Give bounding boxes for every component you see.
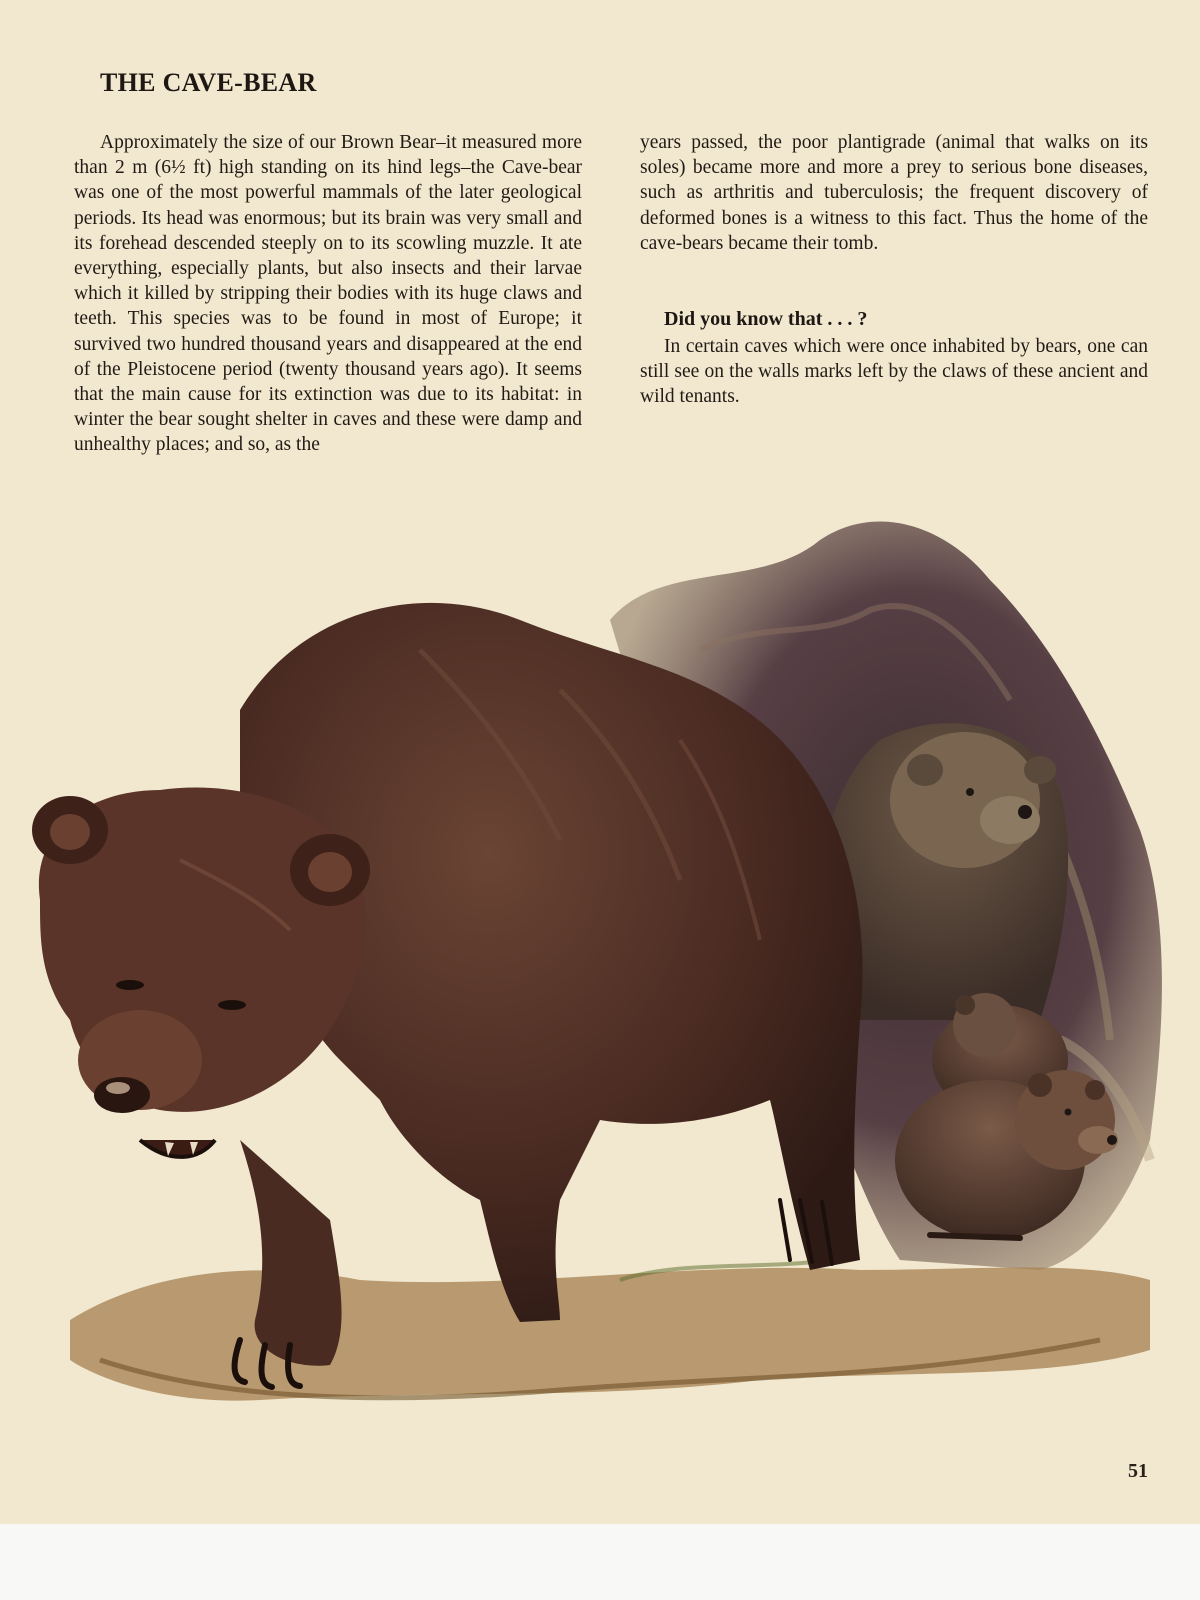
- ground: [70, 1260, 1150, 1401]
- page-title: THE CAVE-BEAR: [100, 68, 317, 97]
- body-text-left-column: Approximately the size of our Brown Bear–it measured more than 2 m (6½ ft) high standing on its hind legs–the Cave-bear was one of the most powerful mammals of the later geological periods. Its head was enormous; but its brain was very small and its forehead descended steeply on to its scowling muzzle. It ate everything, especially plants, but also insects and their larvae which it killed by stripping their bodies with its huge claws and teeth. This species was to be found in most of Europe; it survived two hundred thousand years and disappeared at the end of the Pleistocene period (twenty thousand years ago). It seems that the main cause for its extinction was due to its habitat: in winter the bear sought shelter in caves and these were damp and unhealthy places; and so, as the: [74, 132, 582, 456]
- page-number: 51: [1128, 1460, 1148, 1482]
- cave-bear-illustration: [0, 500, 1200, 1500]
- body-text-right-column: years passed, the poor plantigrade (animal that walks on its soles) became more and more a prey to serious bone diseases, such as arthritis and tuberculosis; the frequent discovery of deformed bones is a witness to this fact. Thus the home of the cave-bears became their tomb.: [640, 132, 1148, 254]
- did-you-know-heading: Did you know that . . . ?: [664, 308, 868, 330]
- did-you-know-text: In certain caves which were once inhabited by bears, one can still see on the walls marks left by the claws of these ancient and wild tenants.: [640, 336, 1148, 408]
